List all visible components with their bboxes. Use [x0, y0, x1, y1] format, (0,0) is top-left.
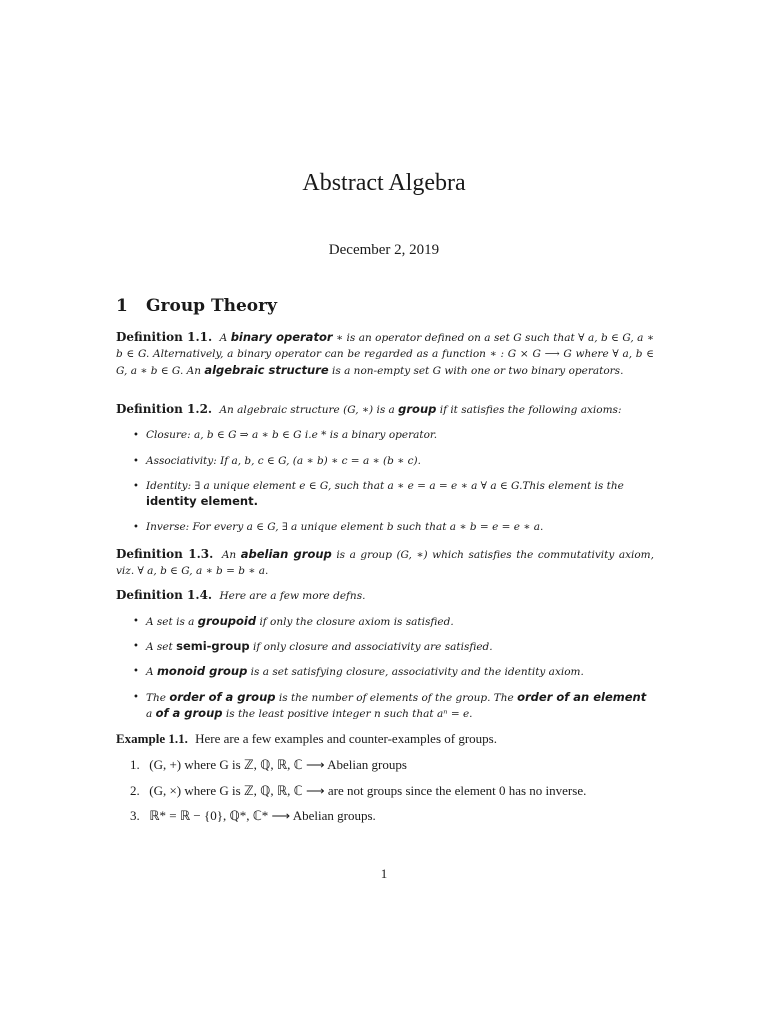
defined-term: binary operator: [230, 330, 333, 344]
definition-1-4: [116, 587, 654, 604]
bullet-icon: •: [133, 430, 139, 441]
definition-1-3: [116, 546, 654, 579]
defined-term: of a group: [155, 706, 223, 720]
bullet-icon: •: [133, 481, 139, 492]
item-text: Closure: a, b ∈ G ⇒ a ∗ b ∈ G i.e * is a binary operator.: [146, 429, 438, 441]
definition-text: is a group (G, ∗) which satisfies the commutativity axiom, viz. ∀ a, b ∈ G, a ∗ b = b ∗ a.: [116, 549, 654, 577]
example-1-1: [116, 731, 654, 747]
bullet-icon: •: [133, 666, 139, 677]
example-text: Here are a few examples and counter-examples of groups.: [195, 731, 497, 746]
defined-term: semi-group: [176, 639, 250, 653]
definition-1-2: [116, 401, 654, 418]
item-text: if only closure and associativity are satisfied.: [253, 641, 493, 653]
defined-term: algebraic structure: [204, 363, 329, 377]
defined-term: groupoid: [197, 614, 257, 628]
numbered-item: [130, 783, 660, 799]
page-number: 1: [380, 866, 388, 881]
item-number: 3.: [130, 808, 140, 823]
definition-text: if it satisfies the following axioms:: [439, 404, 622, 416]
item-number: 2.: [130, 783, 140, 798]
definition-text: A: [219, 332, 228, 344]
item-text: a: [146, 708, 153, 720]
defined-term: identity element.: [146, 494, 258, 508]
item-text: Associativity: If a, b, c ∈ G, (a ∗ b) ∗ c = a ∗ (b ∗ c).: [146, 455, 421, 467]
item-text: A set: [146, 641, 173, 653]
list-item: [133, 428, 656, 443]
defined-term: group: [398, 402, 437, 416]
item-text: (G, ×) where G is ℤ, ℚ, ℝ, ℂ ⟶ are not groups since the element 0 has no inverse.: [149, 783, 587, 798]
list-item: [133, 614, 656, 630]
item-text: (G, +) where G is ℤ, ℚ, ℝ, ℂ ⟶ Abelian groups: [149, 757, 407, 772]
defined-term: order of a group: [169, 690, 276, 704]
numbered-item: [130, 808, 660, 824]
definition-text: is a non-empty set G with one or two binary operators.: [332, 365, 624, 377]
numbered-item: [130, 757, 660, 773]
item-text: Identity: ∃ a unique element e ∈ G, such that a ∗ e = a = e ∗ a ∀ a ∈ G.This element is the: [146, 480, 624, 492]
section-heading: [116, 296, 277, 316]
definition-1-1: [116, 329, 654, 379]
bullet-icon: •: [133, 456, 139, 467]
section-title: Group Theory: [146, 296, 277, 316]
definition-text: An: [221, 549, 237, 561]
item-text: is a set satisfying closure, associativity and the identity axiom.: [250, 666, 584, 678]
defined-term: order of an element: [517, 690, 647, 704]
item-text: A: [146, 666, 154, 678]
list-item: [133, 690, 656, 722]
section-number: 1: [116, 296, 128, 316]
bullet-icon: •: [133, 641, 139, 652]
list-item: [133, 664, 656, 680]
item-text: The: [146, 692, 166, 704]
bullet-icon: •: [133, 522, 139, 533]
definition-label: Definition 1.2.: [116, 402, 213, 416]
defined-term: monoid group: [156, 664, 248, 678]
item-text: Inverse: For every a ∈ G, ∃ a unique element b such that a ∗ b = e = e ∗ a.: [146, 521, 544, 533]
definition-label: Definition 1.1.: [116, 330, 213, 344]
definition-text: Here are a few more defns.: [219, 590, 366, 602]
item-text: ℝ* = ℝ − {0}, ℚ*, ℂ* ⟶ Abelian groups.: [149, 808, 376, 823]
example-label: Example 1.1.: [116, 731, 188, 746]
list-item: [133, 454, 656, 469]
item-text: is the number of elements of the group. The: [278, 692, 514, 704]
bullet-icon: •: [133, 692, 139, 703]
item-text: if only the closure axiom is satisfied.: [259, 616, 454, 628]
bullet-icon: •: [133, 616, 139, 627]
document-title: Abstract Algebra: [302, 170, 466, 196]
document-date: December 2, 2019: [328, 242, 440, 258]
definition-label: Definition 1.4.: [116, 588, 213, 602]
definition-text: An algebraic structure (G, ∗) is a: [219, 404, 395, 416]
list-item: [133, 520, 656, 535]
list-item: [133, 639, 656, 655]
item-number: 1.: [130, 757, 140, 772]
definition-text: ∗ is an operator defined on a set G such that ∀ a, b ∈ G, a ∗ b ∈ G. Alternatively, a binary operator can be regarded as a function ∗ : G × G ⟶ G where ∀ a, b ∈ G, a ∗ b ∈ G. An: [116, 332, 654, 377]
defined-term: abelian group: [240, 547, 332, 561]
list-item: [133, 479, 656, 510]
item-text: A set is a: [146, 616, 195, 628]
item-text: is the least positive integer n such that aⁿ = e.: [225, 708, 473, 720]
definition-label: Definition 1.3.: [116, 547, 214, 561]
